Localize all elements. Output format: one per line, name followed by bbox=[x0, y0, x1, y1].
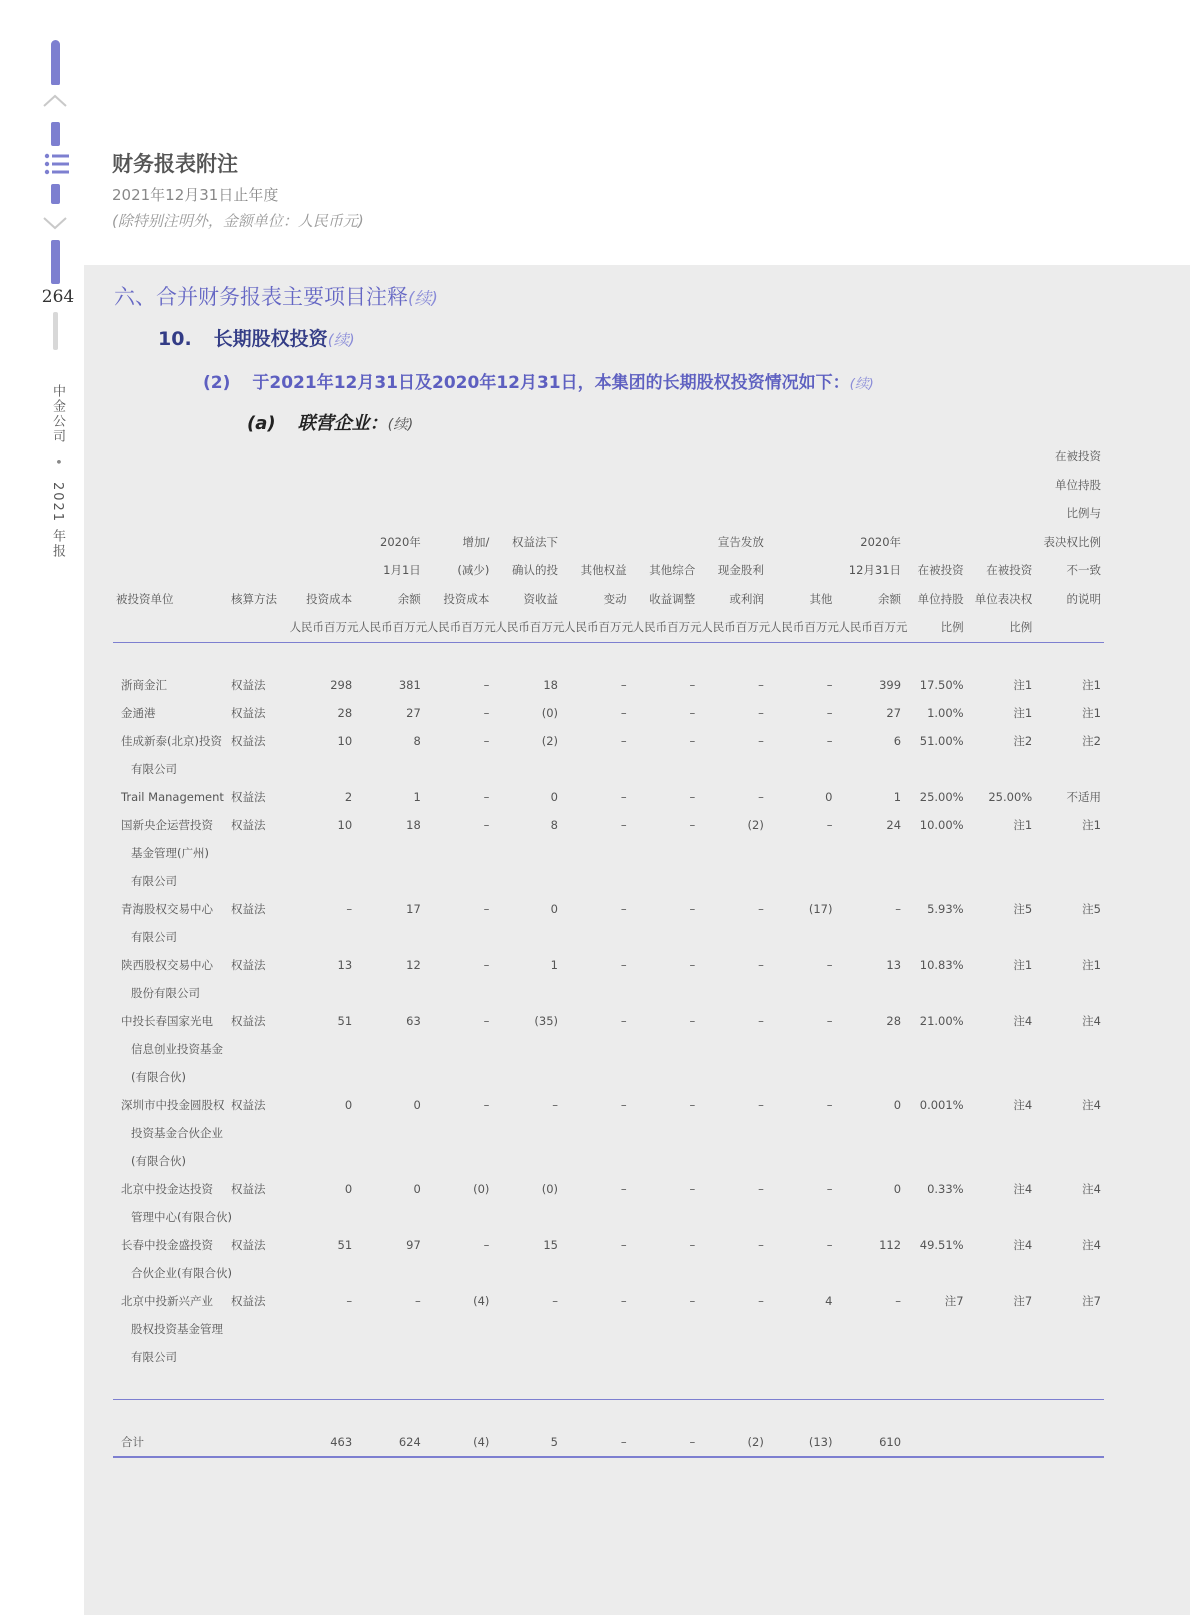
table-cell: – bbox=[483, 957, 490, 972]
unit-cell: 比例 bbox=[967, 613, 1036, 642]
total-cell: (13) bbox=[767, 1428, 836, 1457]
column-header: 被投资单位 bbox=[116, 591, 174, 606]
unit-cell bbox=[113, 613, 228, 642]
section-heading bbox=[114, 281, 438, 311]
subitem-number: (a) bbox=[247, 413, 276, 434]
table-cell: 24 bbox=[886, 817, 902, 832]
column-header: 投资成本 bbox=[306, 591, 353, 606]
subitem-heading bbox=[247, 409, 413, 435]
table-cell: 112 bbox=[879, 1237, 902, 1252]
unit-cell: 比例 bbox=[904, 613, 967, 642]
investee-name-line: 投资基金合伙企业 bbox=[131, 1125, 223, 1140]
table-cell: – bbox=[689, 901, 696, 916]
accounting-method: 权益法 bbox=[231, 789, 266, 804]
table-cell: – bbox=[483, 1013, 490, 1028]
investee-name-line: (有限合伙) bbox=[131, 1069, 186, 1084]
investee-name-line: 有限公司 bbox=[131, 873, 177, 888]
column-header: 2020年 1月1日 余额 bbox=[380, 534, 421, 606]
table-cell: – bbox=[895, 1293, 902, 1308]
accounting-method: 权益法 bbox=[231, 677, 266, 692]
associates-table bbox=[113, 442, 1104, 1458]
side-navigation bbox=[0, 0, 84, 1615]
table-row bbox=[113, 951, 1104, 1007]
total-cell bbox=[904, 1428, 967, 1457]
table-cell: 381 bbox=[398, 677, 421, 692]
accounting-method: 权益法 bbox=[231, 705, 266, 720]
table-cell: 28 bbox=[886, 1013, 902, 1028]
table-cell: – bbox=[620, 1293, 627, 1308]
unit-note: (除特别注明外，金额单位：人民币元) bbox=[112, 212, 364, 230]
section-title: 六、合并财务报表主要项目注释 bbox=[114, 285, 408, 309]
table-cell: 51.00% bbox=[919, 733, 964, 748]
table-cell: – bbox=[346, 1293, 353, 1308]
table-cell: 注1 bbox=[1013, 705, 1033, 720]
investee-name-line: 长春中投金盛投资 bbox=[121, 1237, 213, 1252]
continued-label: (续) bbox=[327, 331, 355, 349]
subsection-title: 长期股权投资 bbox=[213, 328, 328, 350]
column-header: 其他 bbox=[809, 591, 833, 606]
table-cell: – bbox=[689, 1293, 696, 1308]
table-cell: – bbox=[483, 733, 490, 748]
total-cell: (4) bbox=[424, 1428, 493, 1457]
table-cell: 10.83% bbox=[919, 957, 964, 972]
column-header: 其他综合 收益调整 bbox=[649, 563, 696, 606]
brand-name: 中金公司 bbox=[50, 384, 65, 444]
total-cell: – bbox=[561, 1428, 630, 1457]
table-cell: – bbox=[689, 1013, 696, 1028]
subitem-title: 联营企业： bbox=[297, 413, 388, 434]
table-cell: – bbox=[689, 1181, 696, 1196]
investee-name-line: 管理中心(有限合伙) bbox=[131, 1209, 232, 1224]
nav-bar-segment bbox=[51, 184, 60, 204]
table-cell: 10.00% bbox=[919, 817, 964, 832]
spacer-cell bbox=[113, 642, 1104, 671]
separator-dot: • bbox=[50, 458, 65, 468]
table-cell: – bbox=[758, 677, 764, 692]
table-cell: – bbox=[689, 1097, 696, 1112]
column-header: 在被投资 单位表决权 bbox=[974, 563, 1033, 606]
table-row bbox=[113, 727, 1104, 783]
investee-name-line: 青海股权交易中心 bbox=[121, 901, 213, 916]
table-cell: – bbox=[620, 1013, 627, 1028]
nav-bar-grey bbox=[53, 312, 58, 350]
table-cell: – bbox=[620, 1237, 627, 1252]
table-cell: 注1 bbox=[1082, 817, 1101, 832]
table-cell: 注1 bbox=[1013, 957, 1033, 972]
table-cell: 0 bbox=[344, 1097, 353, 1112]
table-cell: 注4 bbox=[1082, 1237, 1101, 1252]
table-cell: 0 bbox=[550, 901, 558, 916]
table-cell: (4) bbox=[473, 1293, 490, 1308]
column-header: 权益法下 确认的投 资收益 bbox=[512, 534, 558, 606]
table-cell: 13 bbox=[337, 957, 353, 972]
unit-cell: 人民币百万元 bbox=[287, 613, 356, 642]
table-cell: 10 bbox=[337, 817, 353, 832]
table-cell: 注2 bbox=[1013, 733, 1033, 748]
column-header: 2020年 12月31日 余额 bbox=[848, 534, 902, 606]
table-rule bbox=[113, 1371, 1104, 1400]
total-cell: – bbox=[630, 1428, 699, 1457]
table-cell: – bbox=[826, 957, 833, 972]
table-cell: 注4 bbox=[1013, 1013, 1033, 1028]
table-cell: – bbox=[689, 677, 696, 692]
table-cell: 28 bbox=[337, 705, 353, 720]
table-cell: 10 bbox=[337, 733, 353, 748]
investee-name-line: 股权投资基金管理 bbox=[131, 1321, 223, 1336]
table-cell: 0 bbox=[413, 1181, 421, 1196]
table-cell: – bbox=[620, 677, 627, 692]
table-cell: – bbox=[826, 1181, 833, 1196]
investee-name bbox=[113, 1091, 228, 1175]
column-header: 其他权益 变动 bbox=[580, 563, 627, 606]
unit-cell: 人民币百万元 bbox=[492, 613, 561, 642]
column-header: 宣告发放 现金股利 或利润 bbox=[717, 534, 764, 606]
investee-name-line: Trail Management bbox=[121, 789, 224, 804]
item-title: 于2021年12月31日及2020年12月31日，本集团的长期股权投资情况如下： bbox=[252, 373, 850, 393]
table-row bbox=[113, 1287, 1104, 1371]
table-row bbox=[113, 699, 1104, 727]
table-cell: 2 bbox=[344, 789, 353, 804]
table-cell: 注4 bbox=[1013, 1237, 1033, 1252]
accounting-method: 权益法 bbox=[231, 1293, 266, 1308]
table-cell: – bbox=[758, 733, 764, 748]
table-cell: – bbox=[826, 1237, 833, 1252]
table-cell: (0) bbox=[541, 705, 558, 720]
investee-name bbox=[113, 1287, 228, 1371]
investee-name-line: 北京中投新兴产业 bbox=[121, 1293, 213, 1308]
table-cell: 4 bbox=[825, 1293, 833, 1308]
list-menu-icon[interactable] bbox=[44, 152, 70, 176]
table-cell: 1 bbox=[413, 789, 421, 804]
column-header: 增加/ (减少) 投资成本 bbox=[443, 534, 490, 606]
table-cell: – bbox=[346, 901, 353, 916]
table-cell: 51 bbox=[337, 1237, 353, 1252]
table-cell: 15 bbox=[543, 1237, 558, 1252]
investee-name-line: 信息创业投资基金 bbox=[131, 1041, 223, 1056]
investee-name-line: 国新央企运营投资 bbox=[121, 817, 213, 832]
table-cell: 注4 bbox=[1082, 1097, 1101, 1112]
table-cell: 注4 bbox=[1013, 1097, 1033, 1112]
table-cell: 0 bbox=[550, 789, 558, 804]
table-cell: 注5 bbox=[1082, 901, 1101, 916]
table-cell: – bbox=[483, 705, 490, 720]
table-cell: (17) bbox=[808, 901, 833, 916]
table-cell: 6 bbox=[893, 733, 902, 748]
unit-row bbox=[113, 613, 1104, 642]
table-cell: 63 bbox=[406, 1013, 421, 1028]
table-cell: 18 bbox=[543, 677, 558, 692]
table-cell: – bbox=[758, 957, 764, 972]
table-cell: 注4 bbox=[1013, 1181, 1033, 1196]
total-cell: (2) bbox=[698, 1428, 767, 1457]
table-cell: – bbox=[758, 901, 764, 916]
table-cell: 399 bbox=[879, 677, 902, 692]
table-cell: 0.001% bbox=[919, 1097, 964, 1112]
investee-name-line: 有限公司 bbox=[131, 1349, 177, 1364]
table-cell: (35) bbox=[534, 1013, 558, 1028]
investee-name bbox=[113, 727, 228, 783]
table-cell: 0 bbox=[893, 1097, 902, 1112]
table-cell: – bbox=[895, 901, 902, 916]
page-number: 264 bbox=[41, 287, 75, 307]
table-cell: 注1 bbox=[1082, 677, 1101, 692]
table-cell: – bbox=[620, 957, 627, 972]
table-cell: – bbox=[758, 789, 764, 804]
table-row bbox=[113, 783, 1104, 811]
table-cell: 8 bbox=[550, 817, 558, 832]
table-row bbox=[113, 895, 1104, 951]
accounting-method: 权益法 bbox=[231, 1237, 266, 1252]
investee-name-line: 北京中投金达投资 bbox=[121, 1181, 213, 1196]
accounting-method: 权益法 bbox=[231, 733, 266, 748]
table-cell: 不适用 bbox=[1066, 789, 1101, 804]
unit-cell: 人民币百万元 bbox=[835, 613, 904, 642]
table-cell: – bbox=[483, 817, 490, 832]
total-cell bbox=[228, 1428, 287, 1457]
table-cell: – bbox=[758, 1181, 764, 1196]
table-cell: – bbox=[689, 957, 696, 972]
table-cell: – bbox=[483, 901, 490, 916]
table-cell: – bbox=[483, 789, 490, 804]
page-header bbox=[112, 148, 364, 231]
table-cell: 0 bbox=[825, 789, 833, 804]
investee-name-line: 合伙企业(有限合伙) bbox=[131, 1265, 232, 1280]
nav-bar-segment bbox=[51, 240, 60, 284]
table-header-row bbox=[113, 442, 1104, 613]
total-label: 合计 bbox=[113, 1428, 228, 1457]
table-cell: – bbox=[552, 1097, 558, 1112]
table-cell: 1 bbox=[550, 957, 558, 972]
accounting-method: 权益法 bbox=[231, 1181, 266, 1196]
table-row bbox=[113, 811, 1104, 895]
column-header: 在被投资 单位持股 bbox=[917, 563, 964, 606]
investee-name-line: 有限公司 bbox=[131, 929, 177, 944]
table-cell: – bbox=[620, 1181, 627, 1196]
item-heading bbox=[203, 368, 874, 393]
nav-bar-segment bbox=[51, 122, 60, 146]
table-cell: 注1 bbox=[1013, 817, 1033, 832]
report-year: 2021 年报 bbox=[50, 481, 65, 560]
table-cell: (2) bbox=[747, 817, 764, 832]
accounting-method: 权益法 bbox=[231, 957, 266, 972]
accounting-method: 权益法 bbox=[231, 1013, 266, 1028]
table-cell: – bbox=[483, 1097, 490, 1112]
subsection-number: 10. bbox=[158, 328, 192, 350]
table-cell: 1.00% bbox=[927, 705, 964, 720]
table-cell: 298 bbox=[330, 677, 353, 692]
table-cell: 8 bbox=[413, 733, 421, 748]
table-cell: – bbox=[689, 789, 696, 804]
table-cell: – bbox=[552, 1293, 558, 1308]
table-cell: – bbox=[758, 1013, 764, 1028]
unit-cell: 人民币百万元 bbox=[355, 613, 424, 642]
table-cell: (0) bbox=[473, 1181, 490, 1196]
table-cell: 5.93% bbox=[927, 901, 964, 916]
table-cell: 27 bbox=[406, 705, 421, 720]
table-cell: – bbox=[758, 1097, 764, 1112]
unit-cell bbox=[228, 613, 287, 642]
unit-cell: 人民币百万元 bbox=[767, 613, 836, 642]
table-cell: 注1 bbox=[1013, 677, 1033, 692]
table-cell: – bbox=[689, 1237, 696, 1252]
table-cell: 97 bbox=[406, 1237, 421, 1252]
table-cell: 17.50% bbox=[919, 677, 964, 692]
total-cell bbox=[1035, 1428, 1104, 1457]
investee-name-line: 股份有限公司 bbox=[131, 985, 200, 1000]
table-cell: – bbox=[758, 1237, 764, 1252]
table-cell: 13 bbox=[886, 957, 902, 972]
unit-cell: 人民币百万元 bbox=[561, 613, 630, 642]
table-cell: 注7 bbox=[1082, 1293, 1101, 1308]
investee-name bbox=[113, 783, 228, 811]
accounting-method: 权益法 bbox=[231, 817, 266, 832]
accounting-method: 权益法 bbox=[231, 1097, 266, 1112]
table-cell: – bbox=[415, 1293, 421, 1308]
table-cell: – bbox=[758, 705, 764, 720]
investee-name-line: 佳成新泰(北京)投资 bbox=[121, 733, 222, 748]
table-cell: – bbox=[826, 677, 833, 692]
table-cell: – bbox=[620, 901, 627, 916]
table-cell: 12 bbox=[406, 957, 421, 972]
table-cell: 51 bbox=[337, 1013, 353, 1028]
table-cell: – bbox=[483, 677, 490, 692]
investee-name-line: 金通港 bbox=[121, 705, 156, 720]
table-cell: – bbox=[826, 733, 833, 748]
table-cell: 0.33% bbox=[927, 1181, 964, 1196]
continued-label: (续) bbox=[849, 376, 874, 392]
table-cell: – bbox=[620, 1097, 627, 1112]
chevron-up-icon[interactable] bbox=[40, 92, 70, 110]
table-cell: – bbox=[826, 1013, 833, 1028]
table-cell: 0 bbox=[893, 1181, 902, 1196]
investee-name bbox=[113, 1007, 228, 1091]
table-cell: 17 bbox=[406, 901, 421, 916]
table-cell: 0 bbox=[344, 1181, 353, 1196]
table-cell: 注7 bbox=[944, 1293, 964, 1308]
investee-name bbox=[113, 1231, 232, 1287]
table-cell: (2) bbox=[541, 733, 558, 748]
continued-label: (续) bbox=[387, 417, 414, 433]
table-cell: 注1 bbox=[1082, 705, 1101, 720]
table-cell: – bbox=[620, 733, 627, 748]
investee-name bbox=[113, 811, 228, 895]
table-cell: 1 bbox=[893, 789, 902, 804]
investee-name bbox=[113, 671, 228, 699]
investee-name-line: 中投长春国家光电 bbox=[121, 1013, 213, 1028]
table-cell: – bbox=[689, 705, 696, 720]
total-cell: 5 bbox=[492, 1428, 561, 1457]
accounting-method: 权益法 bbox=[231, 901, 266, 916]
table-cell: – bbox=[758, 1293, 764, 1308]
investee-name-line: (有限合伙) bbox=[131, 1153, 186, 1168]
total-row bbox=[113, 1428, 1104, 1457]
table-cell: – bbox=[620, 817, 627, 832]
side-brand-label bbox=[48, 384, 67, 559]
page-subtitle: 2021年12月31日止年度 bbox=[112, 186, 279, 204]
gap-cell bbox=[113, 1399, 1104, 1428]
spacer-row bbox=[113, 642, 1104, 671]
table-cell: 18 bbox=[406, 817, 421, 832]
rule-cell bbox=[113, 1371, 1104, 1400]
item-number: (2) bbox=[203, 373, 231, 393]
nav-bar-top bbox=[51, 40, 60, 85]
table-cell: – bbox=[826, 1097, 833, 1112]
table-cell: 21.00% bbox=[919, 1013, 964, 1028]
table-cell: 注5 bbox=[1013, 901, 1033, 916]
table-cell: 注4 bbox=[1082, 1013, 1101, 1028]
investee-name-line: 有限公司 bbox=[131, 761, 177, 776]
investee-name-line: 浙商金汇 bbox=[121, 677, 167, 692]
total-cell: 624 bbox=[355, 1428, 424, 1457]
column-header: 核算方法 bbox=[231, 591, 278, 606]
table-row bbox=[113, 1231, 1104, 1287]
table-cell: 27 bbox=[886, 705, 902, 720]
table-cell: – bbox=[483, 1237, 490, 1252]
total-cell bbox=[967, 1428, 1036, 1457]
unit-cell bbox=[1035, 613, 1104, 642]
table-cell: (0) bbox=[541, 1181, 558, 1196]
table-cell: – bbox=[620, 789, 627, 804]
total-cell: 463 bbox=[287, 1428, 356, 1457]
investee-name bbox=[113, 951, 228, 1007]
unit-cell: 人民币百万元 bbox=[424, 613, 493, 642]
continued-label: (续) bbox=[408, 288, 438, 308]
table-cell: – bbox=[689, 817, 696, 832]
table-cell: – bbox=[826, 705, 833, 720]
investee-name-line: 陕西股权交易中心 bbox=[121, 957, 213, 972]
unit-cell: 人民币百万元 bbox=[698, 613, 767, 642]
table-cell: 注7 bbox=[1013, 1293, 1033, 1308]
investee-name bbox=[113, 1175, 232, 1231]
column-header: 在被投资 单位持股 比例与 表决权比例 不一致 的说明 bbox=[1043, 449, 1101, 606]
table-cell: 注1 bbox=[1082, 957, 1101, 972]
table-cell: 25.00% bbox=[988, 789, 1033, 804]
table-cell: – bbox=[826, 817, 833, 832]
investee-name bbox=[113, 895, 228, 951]
table-row bbox=[113, 1007, 1104, 1091]
chevron-down-icon[interactable] bbox=[40, 214, 70, 232]
table-cell: 25.00% bbox=[919, 789, 964, 804]
table-cell: 注2 bbox=[1082, 733, 1101, 748]
investee-name-line: 基金管理(广州) bbox=[131, 845, 209, 860]
table-row bbox=[113, 1091, 1104, 1175]
investee-name bbox=[113, 699, 228, 727]
table-cell: – bbox=[620, 705, 627, 720]
investee-name-line: 深圳市中投金圆股权 bbox=[121, 1097, 225, 1112]
subsection-heading bbox=[158, 324, 355, 351]
table-row bbox=[113, 671, 1104, 699]
table-cell: 注4 bbox=[1082, 1181, 1101, 1196]
table-cell: – bbox=[689, 733, 696, 748]
unit-cell: 人民币百万元 bbox=[630, 613, 699, 642]
table-row bbox=[113, 1175, 1104, 1231]
table-cell: 0 bbox=[413, 1097, 421, 1112]
total-cell: 610 bbox=[835, 1428, 904, 1457]
table-cell: 49.51% bbox=[919, 1237, 964, 1252]
page-title: 财务报表附注 bbox=[112, 152, 238, 176]
gap-row bbox=[113, 1399, 1104, 1428]
